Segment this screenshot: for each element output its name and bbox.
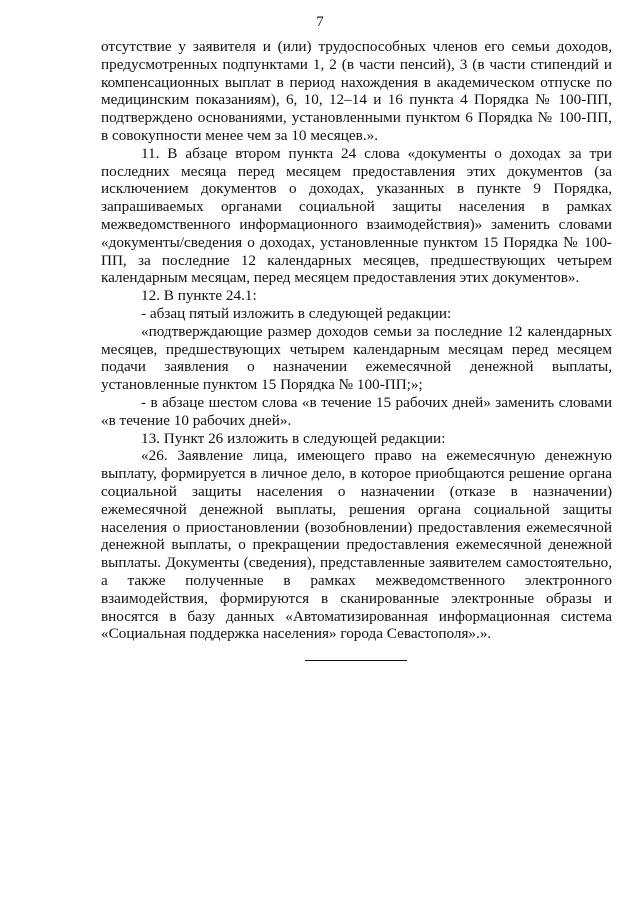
paragraph-item-12: 12. В пункте 24.1: (141, 287, 257, 305)
paragraph-item-12-sub-2: - в абзаце шестом слова «в течение 15 рабочих дней» заменить словами «в течение 10 рабочих дней». (101, 393, 612, 429)
paragraph-item-12-sub-1: - абзац пятый изложить в следующей редакции: (141, 304, 452, 322)
paragraph-continuation: отсутствие у заявителя и (или) трудоспособных членов его семьи доходов, предусмотренных подпунктами 1, 2 (в части пенсий), 3 (в части стипендий и компенсационных выплат в период нахождения в академическом отпуске по медицинским показаниям), 6, 10, 12–14 и 16 пункта 4 Порядка № 100-ПП, подтверждено основаниями, установленными пунктом 6 Порядка № 100-ПП, в совокупности менее чем за 10 месяцев.». (101, 38, 612, 144)
document-body (101, 38, 612, 643)
end-separator-line (305, 660, 407, 661)
paragraph-item-13: 13. Пункт 26 изложить в следующей редакции: (141, 429, 446, 447)
paragraph-item-12-quote: «подтверждающие размер доходов семьи за последние 12 календарных месяцев, предшествующих четырем календарным месяцам перед месяцем подачи заявления о назначении ежемесячной денежной выплаты, установленные пунктом 15 Порядка № 100-ПП;»; (101, 322, 612, 394)
page-number: 7 (316, 14, 324, 30)
paragraph-item-13-quote: «26. Заявление лица, имеющего право на ежемесячную денежную выплату, формируется в личное дело, в которое приобщаются решение органа социальной защиты населения о назначении (отказе в назначении) ежемесячной денежной выплаты, решения органа социальной защиты населения о приостановлении (возобновлении) предоставления ежемесячной денежной выплаты, о прекращении предоставления ежемесячной денежной выплаты. Документы (сведения), представленные заявителем самостоятельно, а также полученные в рамках межведомственного электронного взаимодействия, формируются в сканированные электронные образы и вносятся в базу данных «Автоматизированная информационная система «Социальная поддержка населения» города Севастополя».». (101, 447, 612, 643)
paragraph-item-11: 11. В абзаце втором пункта 24 слова «документы о доходах за три последних месяца перед месяцем предоставления этих документов (за исключением документов о доходах, указанных в пункте 9 Порядка, запрашиваемых органами социальной защиты населения в рамках межведомственного информационного взаимодействия)» заменить словами «документы/сведения о доходах, установленные пунктом 15 Порядка № 100-ПП, за последние 12 календарных месяцев, предшествующих четырем календарным месяцам, перед месяцем предоставления этих документов». (101, 144, 612, 287)
